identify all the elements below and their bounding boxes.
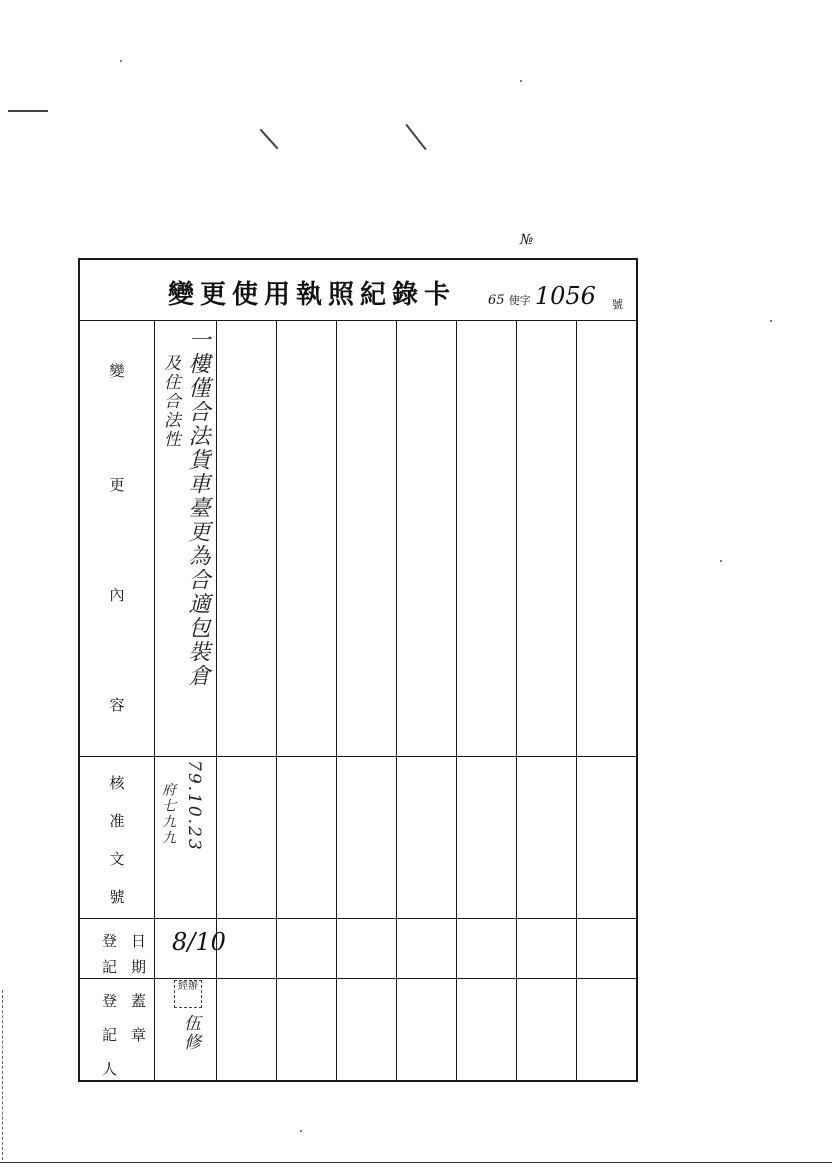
label-registrant-2: 記	[102, 1026, 132, 1044]
handwritten-approval-no: 府七九九	[160, 782, 176, 846]
label-approval-3: 文	[109, 850, 125, 868]
label-reg-1: 登	[102, 932, 132, 950]
scan-speck	[300, 1130, 302, 1132]
label-stamp-1: 蓋	[131, 992, 161, 1010]
serial-word: 使字	[508, 294, 531, 307]
label-approval-4: 號	[109, 888, 125, 906]
scan-artifact	[260, 129, 279, 150]
number-mark: №	[520, 232, 534, 248]
column-line	[216, 320, 217, 1080]
column-line	[396, 320, 397, 1080]
scan-artifact	[8, 110, 48, 112]
handwritten-register-date: 8/10	[172, 928, 226, 956]
change-use-license-record-card	[78, 258, 638, 1082]
label-reg-2: 記	[102, 958, 132, 976]
scan-edge	[2, 990, 3, 1160]
serial-prefix: 65	[488, 293, 505, 308]
scan-speck	[120, 60, 122, 62]
column-line	[456, 320, 457, 1080]
label-approval-1: 核	[109, 774, 125, 792]
card-title: 變更使用執照紀錄卡	[168, 280, 457, 310]
serial-suffix: 號	[612, 298, 623, 311]
label-registrant-3: 人	[102, 1060, 132, 1078]
official-stamp: 經辦	[174, 980, 202, 1008]
divider-register-date	[80, 918, 636, 919]
handwritten-approval-date: 79.10.23	[184, 760, 204, 852]
handwritten-change-content-2: 及住合法性	[160, 354, 180, 449]
scan-artifact	[405, 124, 426, 150]
divider-approval	[80, 756, 636, 757]
label-change-3: 內	[109, 586, 125, 604]
handwritten-change-content: 一樓僅合法貨車臺更為合適包裝倉	[185, 328, 210, 688]
title-row	[80, 260, 636, 321]
label-date-1: 日	[131, 932, 161, 950]
label-date-2: 期	[131, 958, 161, 976]
label-approval-2: 准	[109, 812, 125, 830]
label-registrant-1: 登	[102, 992, 132, 1010]
handwritten-registrant-name: 伍修	[180, 1014, 200, 1052]
label-register-date-bottom	[102, 956, 160, 977]
scan-bottom-edge	[0, 1162, 832, 1163]
serial-number	[488, 282, 596, 310]
label-register-date-top	[102, 930, 160, 951]
label-registrant-mid	[102, 1024, 160, 1045]
label-change-2: 更	[109, 476, 125, 494]
label-stamp-2: 章	[131, 1026, 161, 1044]
column-line	[576, 320, 577, 1080]
label-change-1: 變	[109, 362, 125, 380]
column-line	[276, 320, 277, 1080]
label-change-4: 容	[109, 696, 125, 714]
divider-registrant	[80, 978, 636, 979]
column-line	[516, 320, 517, 1080]
label-registrant-top	[102, 990, 160, 1011]
scan-speck	[520, 80, 522, 82]
label-registrant-bottom	[102, 1058, 131, 1079]
scan-speck	[770, 320, 772, 322]
column-line	[336, 320, 337, 1080]
serial-num: 1056	[534, 282, 596, 310]
scan-speck	[720, 560, 722, 562]
